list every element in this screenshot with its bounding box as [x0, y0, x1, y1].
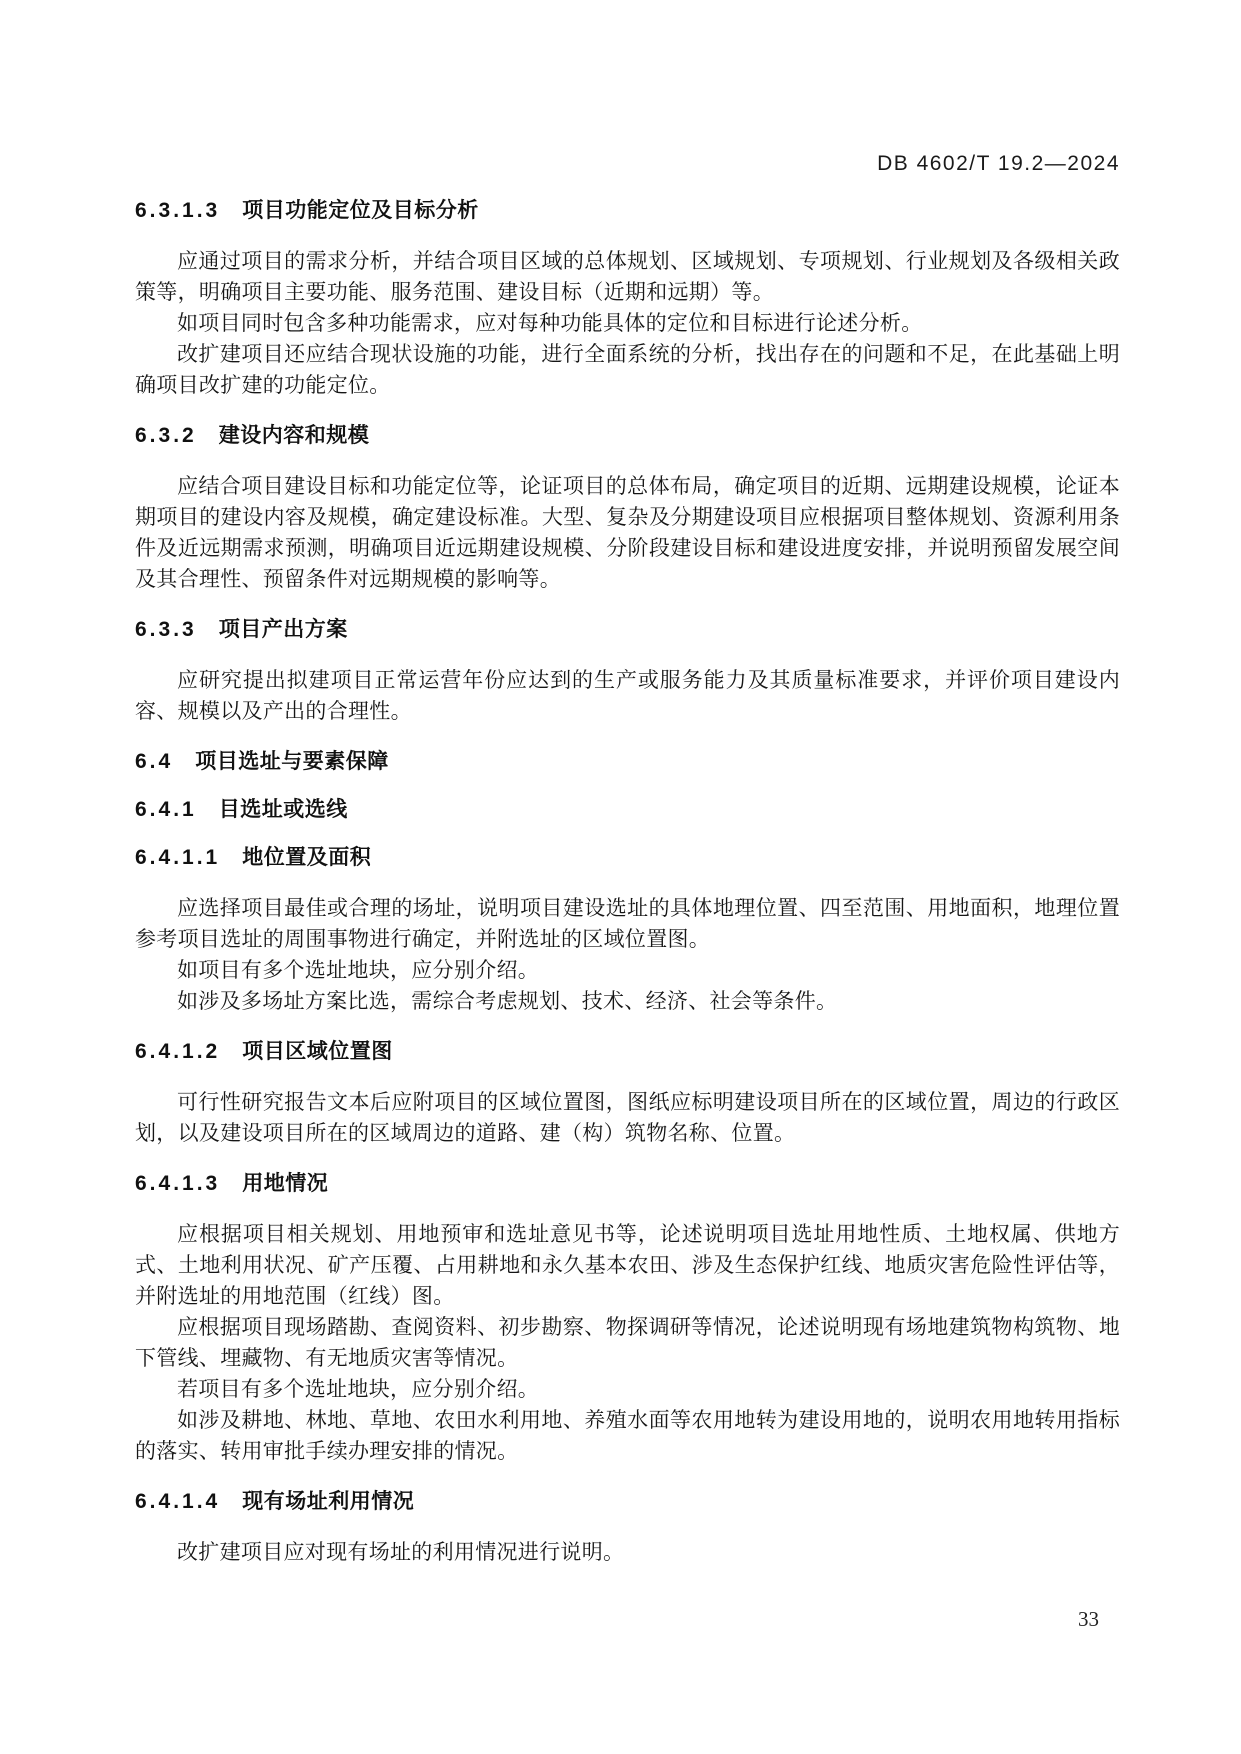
- body-paragraph: 应通过项目的需求分析，并结合项目区域的总体规划、区域规划、专项规划、行业规划及各级相关政策等，明确项目主要功能、服务范围、建设目标（近期和远期）等。: [135, 249, 1120, 304]
- heading-number: 6.3.1.3: [135, 199, 221, 222]
- section-heading-6.4.1.3: [135, 1171, 1120, 1197]
- section-heading-6.4: [135, 749, 1120, 775]
- heading-title: 项目产出方案: [218, 618, 348, 641]
- heading-number: 6.4.1.1: [135, 846, 221, 869]
- heading-title: 项目选址与要素保障: [195, 750, 389, 773]
- page-number: 33: [1078, 1607, 1099, 1631]
- heading-title: 建设内容和规模: [218, 424, 370, 447]
- body-paragraph: 应选择项目最佳或合理的场址，说明项目建设选址的具体地理位置、四至范围、用地面积，地理位置参考项目选址的周围事物进行确定，并附选址的区域位置图。: [135, 896, 1120, 951]
- heading-number: 6.4.1.2: [135, 1040, 221, 1063]
- section-heading-6.3.3: [135, 617, 1120, 643]
- body-paragraph: 如项目同时包含多种功能需求，应对每种功能具体的定位和目标进行论述分析。: [177, 311, 923, 335]
- body-paragraph: 应根据项目相关规划、用地预审和选址意见书等，论述说明项目选址用地性质、土地权属、供地方式、土地利用状况、矿产压覆、占用耕地和永久基本农田、涉及生态保护红线、地质灾害危险性评估等，并附选址的用地范围（红线）图。: [135, 1222, 1120, 1308]
- heading-title: 用地情况: [242, 1172, 329, 1195]
- body-paragraph: 改扩建项目还应结合现状设施的功能，进行全面系统的分析，找出存在的问题和不足，在此基础上明确项目改扩建的功能定位。: [135, 342, 1120, 397]
- heading-number: 6.4: [135, 750, 174, 773]
- heading-number: 6.4.1: [135, 798, 197, 821]
- heading-title: 地位置及面积: [242, 846, 372, 869]
- section-heading-6.3.2: [135, 423, 1120, 449]
- heading-title: 目选址或选线: [218, 798, 348, 821]
- section-heading-6.4.1.2: [135, 1039, 1120, 1065]
- body-paragraph: 如涉及多场址方案比选，需综合考虑规划、技术、经济、社会等条件。: [177, 989, 838, 1013]
- section-heading-6.4.1: [135, 797, 1120, 823]
- body-paragraph: 应结合项目建设目标和功能定位等，论证项目的总体布局，确定项目的近期、远期建设规模，论证本期项目的建设内容及规模，确定建设标准。大型、复杂及分期建设项目应根据项目整体规划、资源利用条件及近远期需求预测，明确项目近远期建设规模、分阶段建设目标和建设进度安排，并说明预留发展空间及其合理性、预留条件对远期规模的影响等。: [135, 474, 1120, 591]
- body-paragraph: 如项目有多个选址地块，应分别介绍。: [177, 958, 540, 982]
- body-paragraph: 改扩建项目应对现有场址的利用情况进行说明。: [177, 1540, 625, 1564]
- heading-title: 项目功能定位及目标分析: [242, 199, 479, 222]
- heading-number: 6.3.2: [135, 424, 197, 447]
- standard-number-header: DB 4602/T 19.2—2024: [877, 152, 1120, 175]
- body-paragraph: 如涉及耕地、林地、草地、农田水利用地、养殖水面等农用地转为建设用地的，说明农用地转用指标的落实、转用审批手续办理安排的情况。: [135, 1408, 1120, 1463]
- body-paragraph: 若项目有多个选址地块，应分别介绍。: [177, 1377, 540, 1401]
- document-body: [135, 198, 1120, 1568]
- heading-number: 6.4.1.4: [135, 1490, 221, 1513]
- heading-number: 6.4.1.3: [135, 1172, 221, 1195]
- body-paragraph: 可行性研究报告文本后应附项目的区域位置图，图纸应标明建设项目所在的区域位置，周边的行政区划，以及建设项目所在的区域周边的道路、建（构）筑物名称、位置。: [135, 1090, 1120, 1145]
- body-paragraph: 应根据项目现场踏勘、查阅资料、初步勘察、物探调研等情况，论述说明现有场地建筑物构筑物、地下管线、埋藏物、有无地质灾害等情况。: [135, 1315, 1120, 1370]
- section-heading-6.3.1.3: [135, 198, 1120, 224]
- heading-title: 现有场址利用情况: [242, 1490, 415, 1513]
- heading-number: 6.3.3: [135, 618, 197, 641]
- heading-title: 项目区域位置图: [242, 1040, 393, 1063]
- section-heading-6.4.1.4: [135, 1489, 1120, 1515]
- body-paragraph: 应研究提出拟建项目正常运营年份应达到的生产或服务能力及其质量标准要求，并评价项目建设内容、规模以及产出的合理性。: [135, 668, 1120, 723]
- section-heading-6.4.1.1: [135, 845, 1120, 871]
